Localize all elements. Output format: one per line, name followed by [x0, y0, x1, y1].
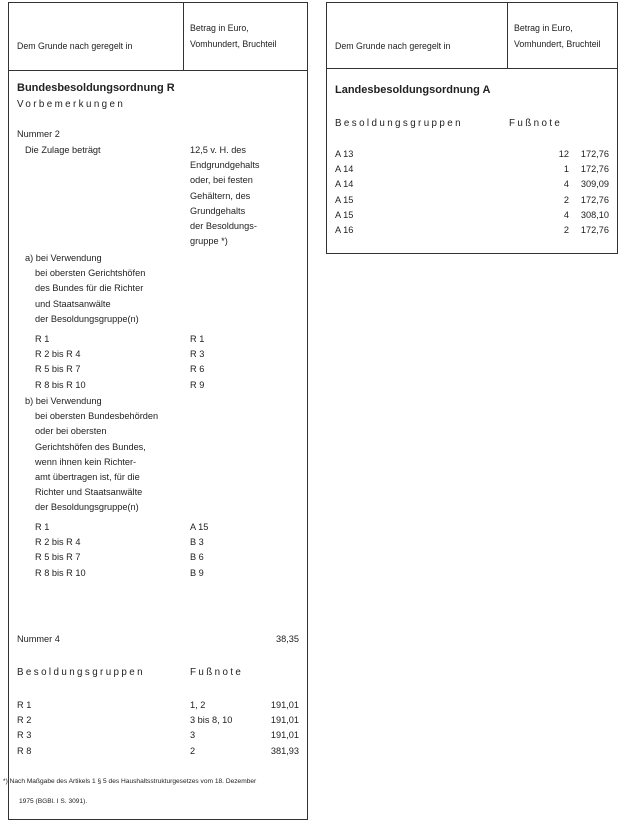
section-a-row-from: R 8 bis R 10 [35, 379, 86, 390]
section-b-line: Richter und Staatsanwälte [35, 487, 143, 498]
n4-row-group: R 2 [17, 715, 32, 726]
n4-col-group: Besoldungsgruppen [17, 667, 145, 678]
right-row-group: A 15 [335, 194, 354, 205]
section-b-line: b) bei Verwendung [25, 396, 102, 406]
right-row-footnote: 1 [563, 164, 569, 175]
section-b-line: Gerichtshöfen des Bundes, [35, 441, 146, 452]
right-row-footnote: 4 [563, 179, 569, 190]
zulage-value-line: oder, bei festen [190, 175, 253, 186]
section-b-line: wenn ihnen kein Richter- [35, 456, 137, 467]
zulage-value-line: Gehältern, des [190, 190, 251, 201]
n4-col-footnote: Fußnote [190, 667, 244, 678]
section-title: Bundesbesoldungsordnung R [17, 82, 175, 94]
n4-row-footnote: 2 [190, 745, 196, 756]
header-divider [507, 3, 508, 68]
section-b-line: amt übertragen ist, für die [35, 472, 140, 482]
section-a-line: und Staatsanwälte [35, 298, 111, 309]
section-b-row-to: B 6 [190, 552, 204, 563]
left-table [3, 2, 308, 820]
section-b-line: bei obersten Bundesbehörden [35, 411, 159, 422]
section-a-row-to: R 1 [190, 334, 205, 344]
section-b-row-from: R 2 bis R 4 [35, 537, 81, 548]
n4-row-amount: 191,01 [270, 700, 299, 710]
section-a-line: bei obersten Gerichtshöfen [35, 268, 146, 279]
right-row-group: A 16 [335, 225, 354, 235]
n4-row-amount: 191,01 [270, 730, 299, 741]
section-b-row-from: R 5 bis R 7 [35, 552, 81, 563]
right-table [326, 2, 618, 254]
right-table-header [327, 3, 617, 69]
right-row-amount: 172,76 [580, 164, 609, 175]
section-b-line: der Besoldungsgruppe(n) [35, 502, 139, 513]
zulage-value-line: der Besoldungs- [190, 221, 257, 231]
section-b-row-to: B 9 [190, 567, 204, 578]
section-b-row-from: R 1 [35, 522, 50, 532]
footnote-line-2: 1975 (BGBl. I S. 3091). [19, 798, 88, 805]
right-row-footnote: 2 [563, 194, 569, 205]
n4-row-group: R 3 [17, 730, 32, 741]
section-a-row-to: R 3 [190, 349, 205, 360]
nummer4-label: Nummer 4 [17, 634, 60, 644]
section-b-row-to: B 3 [190, 537, 204, 548]
right-row-group: A 15 [335, 209, 354, 220]
header-col2-line1: Betrag in Euro, [190, 23, 249, 33]
n4-row-footnote: 3 [190, 730, 196, 741]
right-row-amount: 172,76 [580, 194, 609, 205]
n4-row-footnote: 1, 2 [190, 700, 206, 710]
header-col2-line2: Vomhundert, Bruchteil [190, 39, 277, 49]
section-subtitle: Vorbemerkungen [17, 99, 126, 110]
right-row-group: A 14 [335, 179, 354, 190]
n4-row-group: R 8 [17, 745, 32, 756]
right-col-group: Besoldungsgruppen [335, 118, 463, 129]
right-row-amount: 308,10 [580, 209, 609, 220]
zulage-text: Die Zulage beträgt [25, 145, 101, 155]
footnote-line-1: *) Nach Maßgabe des Artikels 1 § 5 des Haushaltsstrukturgesetzes vom 18. Dezember [3, 778, 257, 785]
section-b-row-to: A 15 [190, 522, 209, 532]
header-col2-line2: Vomhundert, Bruchteil [514, 39, 601, 49]
header-col1: Dem Grunde nach geregelt in [17, 41, 133, 51]
section-b-row-from: R 8 bis R 10 [35, 567, 86, 578]
right-row-group: A 13 [335, 149, 354, 159]
right-row-amount: 309,09 [580, 179, 609, 190]
section-a-line: des Bundes für die Richter [35, 283, 144, 294]
left-table-header [9, 3, 307, 71]
right-row-footnote: 2 [563, 225, 569, 235]
section-a-line: a) bei Verwendung [25, 253, 102, 263]
header-col1: Dem Grunde nach geregelt in [335, 41, 451, 51]
right-section-title: Landesbesoldungsordnung A [335, 84, 491, 96]
n4-row-group: R 1 [17, 700, 32, 710]
right-row-group: A 14 [335, 164, 354, 175]
right-row-amount: 172,76 [580, 149, 609, 159]
n4-row-footnote: 3 bis 8, 10 [190, 715, 233, 726]
section-a-row-from: R 5 bis R 7 [35, 364, 81, 375]
right-row-amount: 172,76 [580, 225, 609, 235]
section-a-line: der Besoldungsgruppe(n) [35, 313, 139, 324]
right-col-footnote: Fußnote [509, 118, 563, 129]
section-a-row-to: R 6 [190, 364, 205, 375]
section-a-row-from: R 1 [35, 334, 50, 344]
section-b-line: oder bei obersten [35, 426, 107, 437]
header-divider [183, 3, 184, 70]
zulage-value-line: Endgrundgehalts [190, 160, 260, 171]
nummer2-label: Nummer 2 [17, 129, 60, 139]
section-a-row-to: R 9 [190, 379, 205, 390]
right-row-footnote: 12 [558, 149, 569, 159]
header-col2-line1: Betrag in Euro, [514, 23, 573, 33]
zulage-value-line: 12,5 v. H. des [190, 145, 247, 155]
n4-row-amount: 381,93 [270, 745, 299, 756]
zulage-value-line: gruppe *) [190, 236, 228, 247]
section-a-row-from: R 2 bis R 4 [35, 349, 81, 360]
n4-row-amount: 191,01 [270, 715, 299, 726]
zulage-value-line: Grundgehalts [190, 205, 246, 216]
right-row-footnote: 4 [563, 209, 569, 220]
nummer4-value: 38,35 [276, 634, 299, 644]
